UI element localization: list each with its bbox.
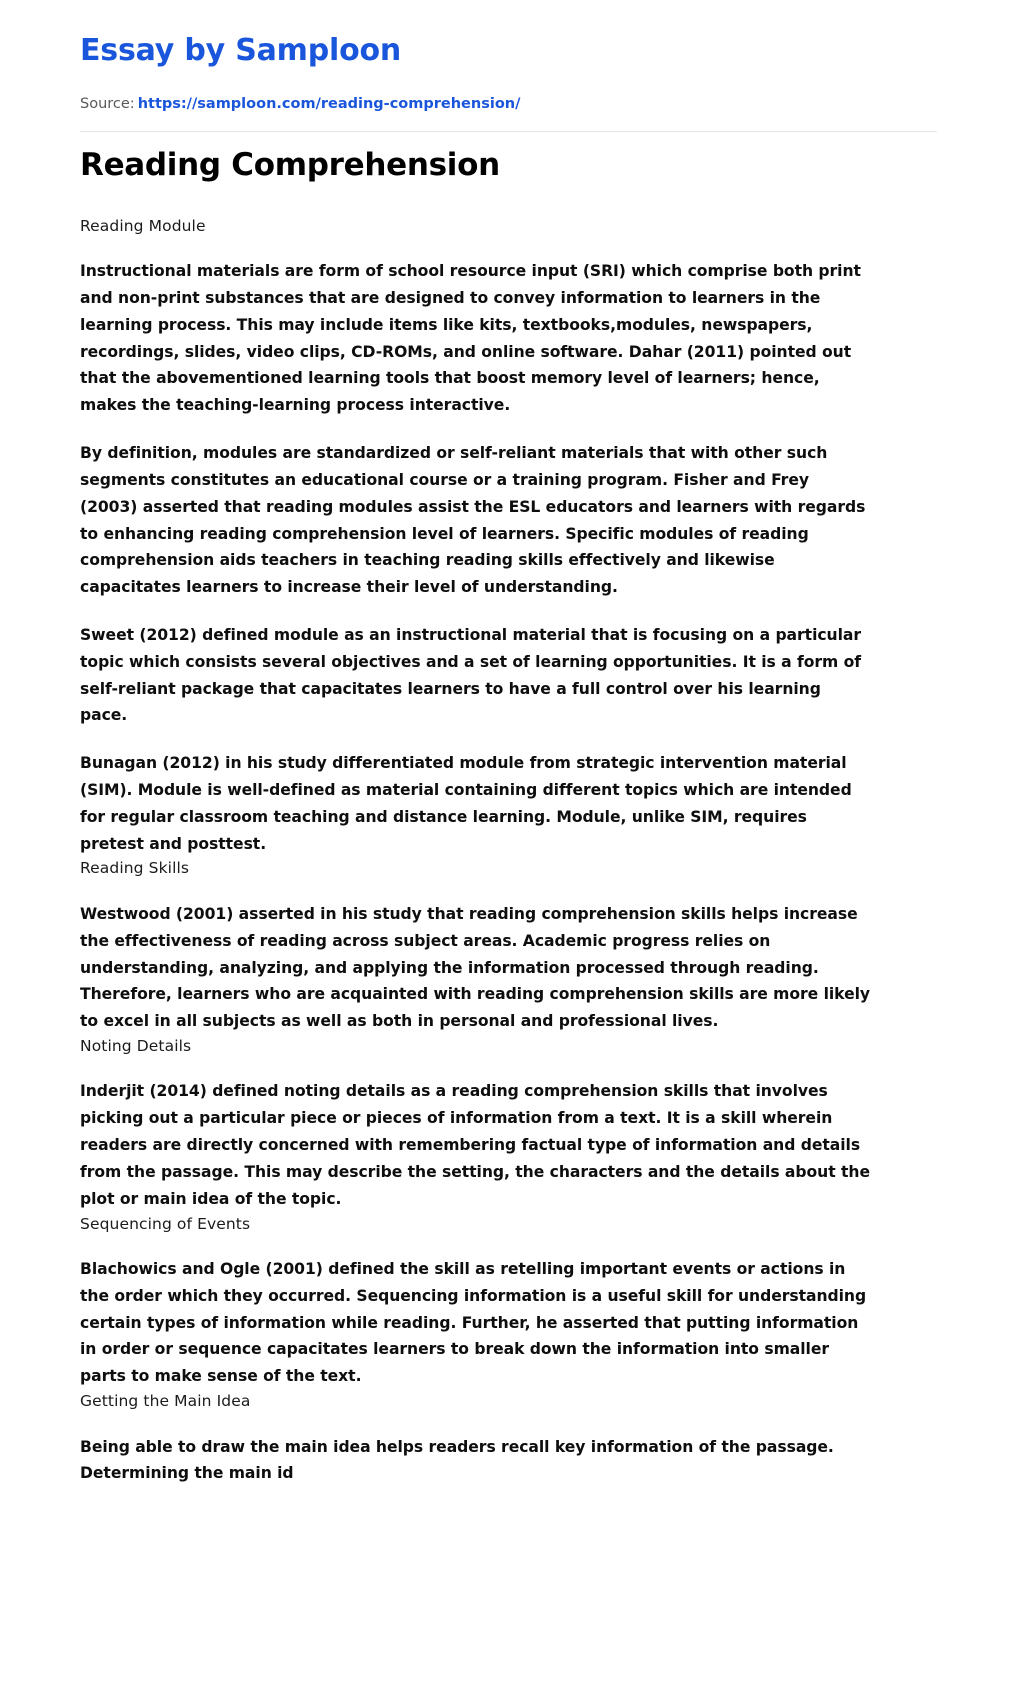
section-heading: Reading Skills	[80, 859, 190, 878]
document-section	[80, 1213, 880, 1391]
paragraph: Inderjit (2014) defined noting details as a reading comprehension skills that involves picking out a particular piece or pieces of information from a text. It is a skill wherein readers are directly concerned with remembering factual type of information and details from the passage. This may describe the setting, the characters and the details about the plot or main idea of the topic.	[80, 1082, 870, 1208]
section-heading: Reading Module	[80, 216, 206, 235]
document-body	[80, 146, 880, 1487]
brand-title: Essay by Samploon	[80, 33, 402, 68]
paragraph: Being able to draw the main idea helps readers recall key information of the passage. Determining the main id	[80, 1437, 834, 1483]
document-section	[80, 215, 880, 858]
document-section	[80, 1035, 880, 1213]
section-heading: Sequencing of Events	[80, 1214, 251, 1233]
sections-container	[80, 215, 880, 1487]
paragraph: Blachowics and Ogle (2001) defined the skill as retelling important events or actions in the order which they occurred. Sequencing information is a useful skill for understanding certain types of information while reading. Further, he asserted that putting information in order or sequence capacitates learners to break down the information into smaller parts to make sense of the text.	[80, 1260, 867, 1386]
source-row	[80, 94, 520, 114]
source-label: Source:	[80, 96, 135, 112]
paragraph: Westwood (2001) asserted in his study that reading comprehension skills helps increase the effectiveness of reading across subject areas. Academic progress relies on understanding, analyzing, and applying the information processed through reading. Therefore, learners who are acquainted with reading comprehension skills are more likely to excel in all subjects as well as both in personal and professional lives.	[80, 904, 871, 1031]
header-divider	[80, 131, 937, 132]
paragraph: Bunagan (2012) in his study differentiated module from strategic intervention material (SIM). Module is well-defined as material containing different topics which are intended for regular classroom teaching and distance learning. Module, unlike SIM, requires pretest and posttest.	[80, 754, 852, 853]
paragraph: Sweet (2012) defined module as an instructional material that is focusing on a particular topic which consists several objectives and a set of learning opportunities. It is a form of self-reliant package that capacitates learners to have a full control over his learning pace.	[80, 625, 862, 725]
source-link[interactable]: https://samploon.com/reading-comprehension/	[137, 96, 521, 112]
paragraph: Instructional materials are form of school resource input (SRI) which comprise both print and non-print substances that are designed to convey information to learners in the learning process. This may include items like kits, textbooks,modules, newspapers, recordings, slides, video clips, CD-ROMs, and online software. Dahar (2011) pointed out that the abovementioned learning tools that boost memory level of learners; hence, makes the teaching-learning process interactive.	[80, 262, 861, 415]
section-heading: Getting the Main Idea	[80, 1392, 251, 1411]
document-section	[80, 857, 880, 1035]
document-section	[80, 1390, 880, 1487]
section-heading: Noting Details	[80, 1037, 192, 1055]
paragraph: By definition, modules are standardized or self-reliant materials that with other such segments constitutes an educational course or a training program. Fisher and Frey (2003) asserted that reading modules assist the ESL educators and learners with regards to enhancing reading comprehension level of learners. Specific modules of reading comprehension aids teachers in teaching reading skills effectively and likewise capacitates learners to increase their level of understanding.	[80, 444, 866, 597]
page-title: Reading Comprehension	[80, 147, 500, 183]
